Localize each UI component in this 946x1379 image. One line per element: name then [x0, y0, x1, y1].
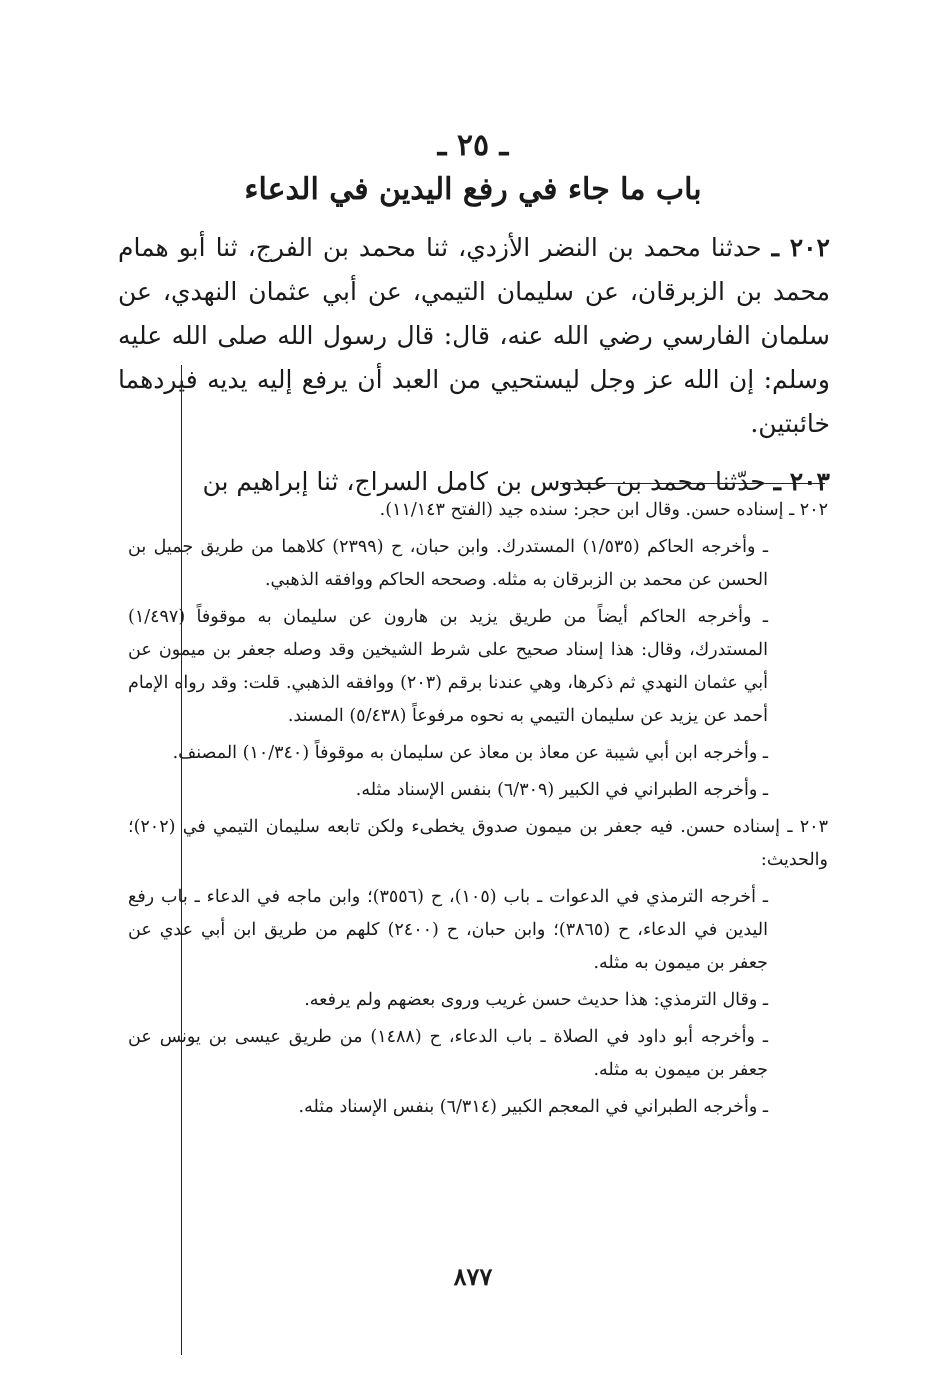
footnote-number: ٢٠٢ ـ [789, 500, 828, 520]
footnote-202 [128, 494, 828, 527]
hadith-202 [118, 226, 830, 446]
footnote-paragraph: ـ وأخرجه الطبراني في المعجم الكبير (٦/٣١٤) بنفس الإسناد مثله. [298, 1097, 768, 1117]
footnote-paragraph: ـ وأخرجه الطبراني في الكبير (٦/٣٠٩) بنفس الإسناد مثله. [355, 780, 768, 800]
footnote-text: إسناده حسن. فيه جعفر بن ميمون صدوق يخطىء ولكن تابعه سليمان التيمي في (٢٠٢)؛ والحديث: [128, 817, 828, 870]
footnote-number: ٢٠٣ ـ [787, 817, 828, 837]
footnotes [128, 494, 828, 1128]
main-text [118, 226, 830, 518]
hadith-number: ٢٠٢ ـ [771, 233, 830, 262]
footnote-divider [560, 483, 825, 484]
footnote-paragraph: ـ وأخرجه الحاكم أيضاً من طريق يزيد بن هارون عن سليمان به موقوفاً (١/٤٩٧) المستدرك، وقال: هذا إسناد صحيح على شرط الشيخين وقد وصله جعفر بن ميمون عن أبي عثمان النهدي ثم ذكرها، وهي عندنا برقم (٢٠٣) ووافقه الذهبي. قلت: وقد رواه الإمام أحمد عن يزيد عن سليمان التيمي به نحوه مرفوعاً (٥/٤٣٨) المسند. [128, 607, 768, 726]
footnote-203 [128, 811, 828, 877]
hadith-text: حدثنا محمد بن النضر الأزدي، ثنا محمد بن الفرج، ثنا أبو همام محمد بن الزبرقان، عن سليمان التيمي، عن أبي عثمان النهدي، عن سلمان الفارسي رضي الله عنه، قال: قال رسول الله صلى الله عليه وسلم: إن الله عز وجل ليستحيي من العبد أن يرفع إليه يديه فيردهما خائبتين. [118, 233, 830, 438]
scan-artifact-line [181, 365, 182, 1355]
chapter-title: باب ما جاء في رفع اليدين في الدعاء [244, 172, 702, 207]
footnote-paragraph: ـ أخرجه الترمذي في الدعوات ـ باب (١٠٥)، ح (٣٥٥٦)؛ وابن ماجه في الدعاء ـ باب رفع اليدين في الدعاء، ح (٣٨٦٥)؛ وابن حبان، ح (٢٤٠٠) كلهم من طريق ابن أبي عدي عن جعفر بن ميمون به مثله. [128, 887, 769, 973]
footnote-paragraph: ـ وأخرجه أبو داود في الصلاة ـ باب الدعاء، ح (١٤٨٨) من طريق عيسى بن يونس عن جعفر بن ميمون به مثله. [128, 1027, 768, 1080]
footnote-text: إسناده حسن. وقال ابن حجر: سنده جيد (الفتح ١١/١٤٣). [379, 500, 784, 520]
hadith-text: حدّثنا محمد بن عبدوس بن كامل السراج، ثنا إبراهيم بن [202, 467, 766, 496]
footnote-paragraph: ـ وقال الترمذي: هذا حديث حسن غريب وروى بعضهم ولم يرفعه. [304, 990, 768, 1010]
chapter-number: ـ ٢٥ ـ [437, 128, 509, 163]
page-number: ٨٧٧ [453, 1262, 493, 1291]
footnote-paragraph: ـ وأخرجه ابن أبي شيبة عن معاذ بن معاذ عن سليمان به موقوفاً (١٠/٣٤٠) المصنف. [172, 743, 768, 763]
hadith-number: ٢٠٣ ـ [773, 467, 830, 496]
footnote-paragraph: ـ وأخرجه الحاكم (١/٥٣٥) المستدرك. وابن حبان، ح (٢٣٩٩) كلاهما من طريق جميل بن الحسن عن محمد بن الزبرقان به مثله. وصححه الحاكم ووافقه الذهبي. [128, 537, 769, 590]
